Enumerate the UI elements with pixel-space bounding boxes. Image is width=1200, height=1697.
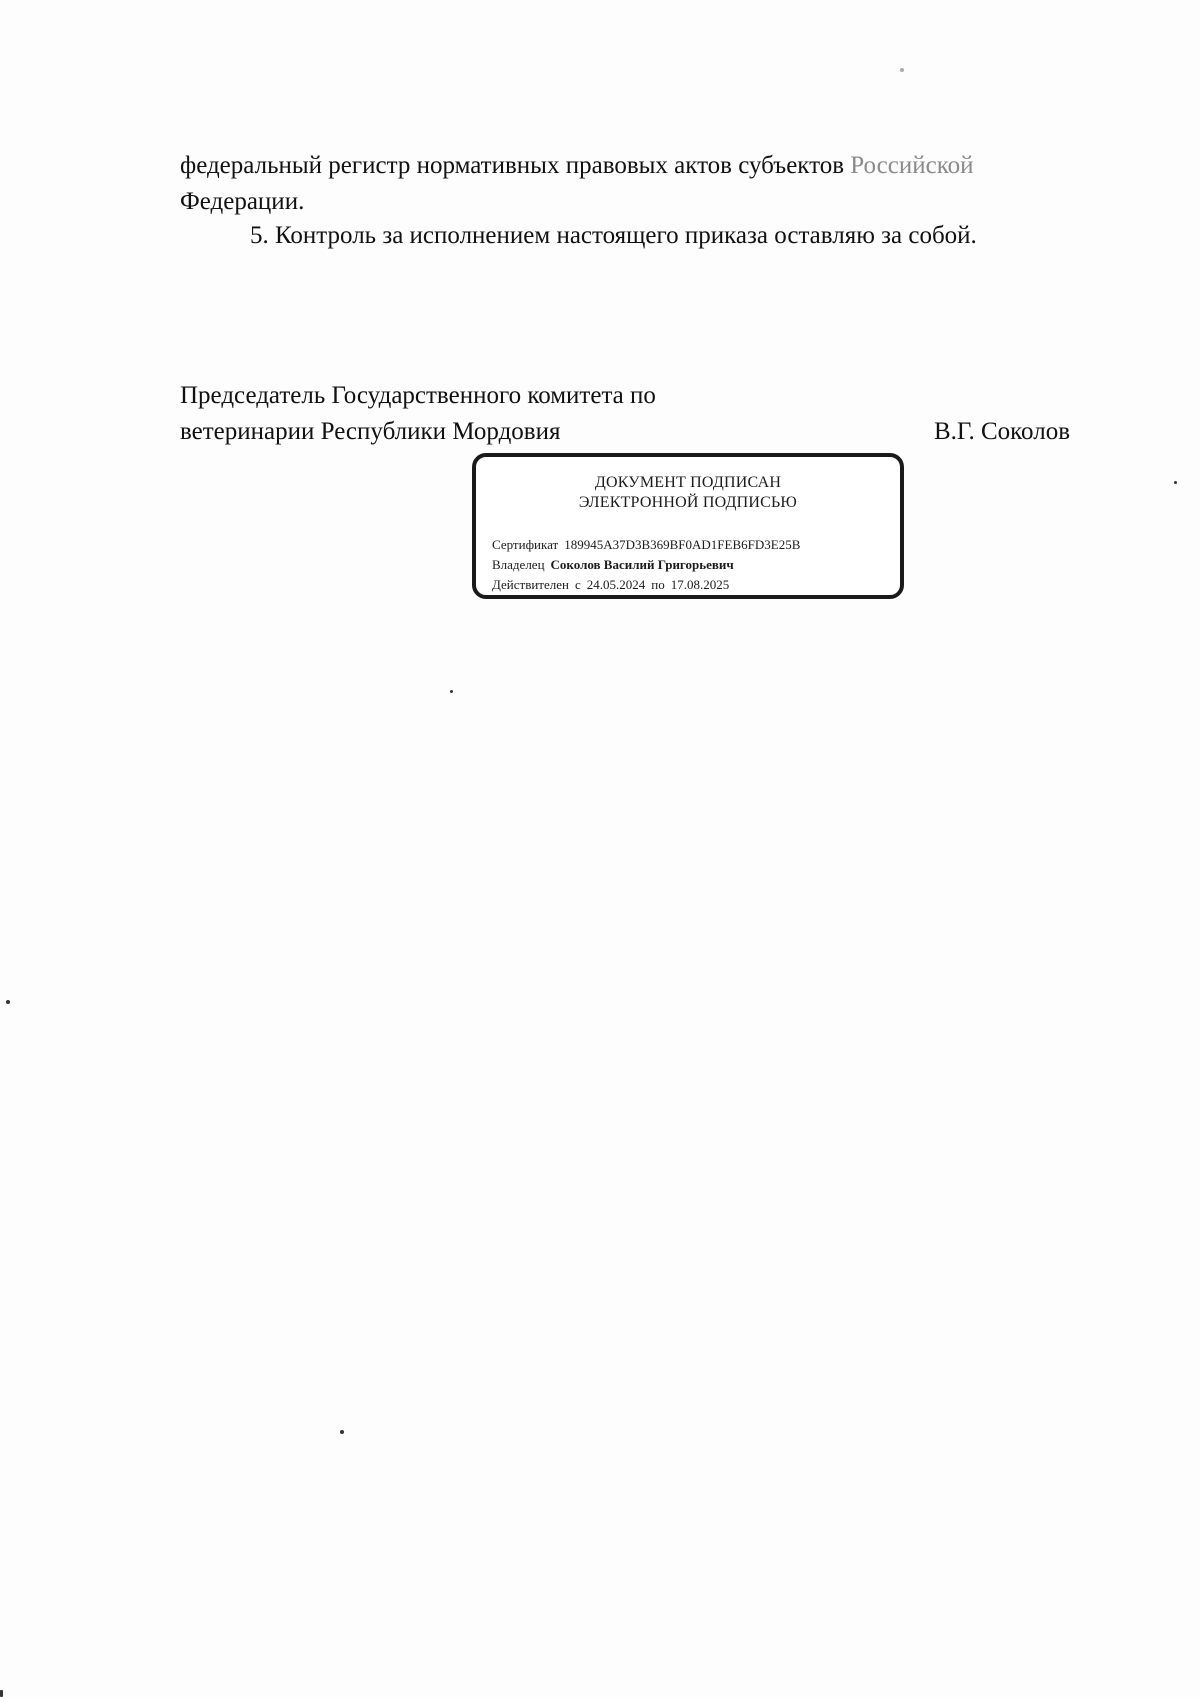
scan-speck [1174,481,1177,484]
scan-speck [450,690,453,693]
scan-speck [340,1430,344,1434]
stamp-title-line-2: ЭЛЕКТРОННОЙ ПОДПИСЬЮ [578,494,798,511]
stamp-validity-to: 17.08.2025 [670,577,730,592]
stamp-certificate-value: 189945A37D3B369BF0AD1FEB6FD3E25B [564,537,801,552]
signatory-position-line-1: Председатель Государственного комитета по [180,382,656,409]
stamp-owner-value: Соколов Василий Григорьевич [550,557,734,572]
stamp-validity-label: Действителен [492,577,569,592]
scan-speck [6,1000,10,1004]
electronic-signature-stamp [472,453,904,599]
signature-block [180,378,1070,450]
stamp-title [476,473,900,513]
signatory-position-line-2: ветеринарии Республики Мордовия [180,418,561,445]
stamp-validity-from-prefix: с [574,577,581,592]
stamp-certificate-row [492,535,800,555]
paragraph-continuation-faded-text: Российской [850,152,974,179]
paragraph-5: 5. Контроль за исполнением настоящего приказа оставляю за собой. [250,222,977,249]
stamp-owner-label: Владелец [492,557,545,572]
paragraph-continuation-text: федеральный регистр нормативных правовых актов субъектов [180,152,845,179]
stamp-certificate-label: Сертификат [492,537,559,552]
stamp-details [492,535,800,595]
stamp-title-line-1: ДОКУМЕНТ ПОДПИСАН [594,474,782,491]
paragraph-continuation [180,148,1085,220]
scan-speck [900,68,904,72]
stamp-validity-from: 24.05.2024 [586,577,646,592]
paragraph-continuation-end: Федерации. [180,188,305,215]
signatory-name: В.Г. Соколов [933,418,1070,445]
stamp-validity-to-prefix: по [651,577,665,592]
stamp-validity-row [492,575,800,595]
stamp-owner-row [492,555,800,575]
scan-speck [0,1690,3,1697]
